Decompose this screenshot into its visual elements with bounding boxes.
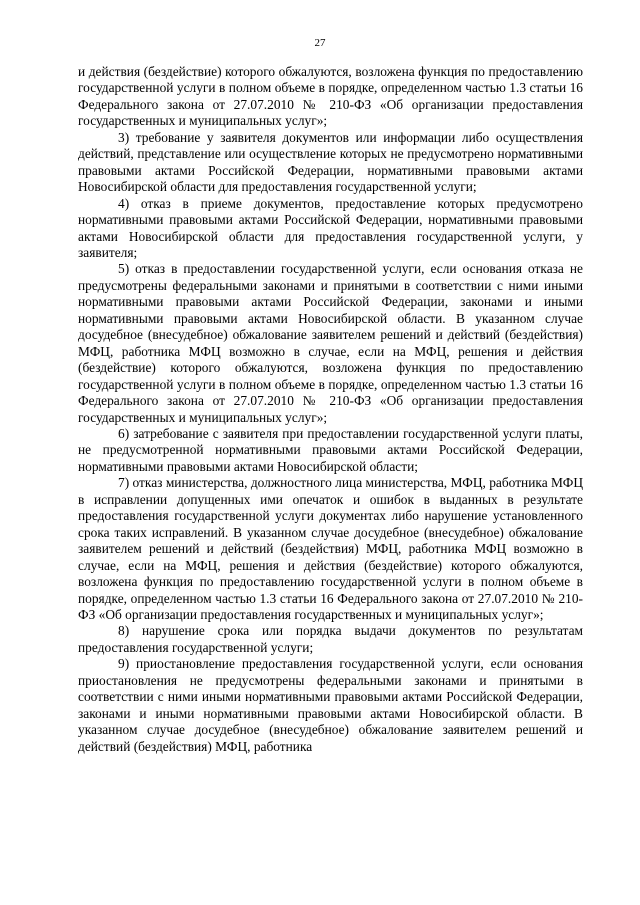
paragraph-item-4: 4) отказ в приеме документов, предоставление которых предусмотрено нормативными правовыми актами Российской Федерации, нормативными правовыми актами Новосибирской области для предоставления государственной услуги, у заявителя; <box>78 195 583 260</box>
paragraph-continuation: и действия (бездействие) которого обжалуются, возложена функция по предоставлению государственной услуги в полном объеме в порядке, определенном частью 1.3 статьи 16 Федерального закона от 27.07.2010 № 210-ФЗ «Об организации предоставления государственных и муниципальных услуг»; <box>78 64 583 129</box>
paragraph-item-6: 6) затребование с заявителя при предоставлении государственной услуги платы, не предусмотренной нормативными правовыми актами Российской Федерации, нормативными правовыми актами Новосибирской области; <box>78 425 583 474</box>
paragraph-item-7: 7) отказ министерства, должностного лица министерства, МФЦ, работника МФЦ в исправлении допущенных ими опечаток и ошибок в выданных в результате предоставления государственной услуги документах либо нарушение установленного срока таких исправлений. В указанном случае досудебное (внесудебное) обжалование заявителем решений и действий (бездействия) МФЦ, работника МФЦ возможно в случае, если на МФЦ, решения и действия (бездействие) которого обжалуются, возложена функция по предоставлению государственной услуги в полном объеме в порядке, определенном частью 1.3 статьи 16 Федерального закона от 27.07.2010 № 210-ФЗ «Об организации предоставления государственных и муниципальных услуг»; <box>78 475 583 622</box>
document-body <box>78 64 583 755</box>
paragraph-item-8: 8) нарушение срока или порядка выдачи документов по результатам предоставления государственной услуги; <box>78 623 583 655</box>
paragraph-item-9: 9) приостановление предоставления государственной услуги, если основания приостановления не предусмотрены федеральными законами и принятыми в соответствии с ними иными нормативными правовыми актами Российской Федерации, законами и иными нормативными правовыми актами Новосибирской области. В указанном случае досудебное (внесудебное) обжалование заявителем решений и действий (бездействия) МФЦ, работника <box>78 656 583 754</box>
paragraph-item-5: 5) отказ в предоставлении государственной услуги, если основания отказа не предусмотрены федеральными законами и принятыми в соответствии с ними иными нормативными правовыми актами Российской Федерации, законами и иными нормативными правовыми актами Новосибирской области. В указанном случае досудебное (внесудебное) обжалование заявителем решений и действий (бездействия) МФЦ, работника МФЦ возможно в случае, если на МФЦ, решения и действия (бездействие) которого обжалуются, возложена функция по предоставлению государственной услуги в полном объеме в порядке, определенном частью 1.3 статьи 16 Федерального закона от 27.07.2010 № 210-ФЗ «Об организации предоставления государственных и муниципальных услуг»; <box>78 261 583 425</box>
paragraph-item-3: 3) требование у заявителя документов или информации либо осуществления действий, представление или осуществление которых не предусмотрено нормативными правовыми актами Российской Федерации, нормативными правовыми актами Новосибирской области для предоставления государственной услуги; <box>78 129 583 195</box>
page-number: 27 <box>314 37 326 49</box>
